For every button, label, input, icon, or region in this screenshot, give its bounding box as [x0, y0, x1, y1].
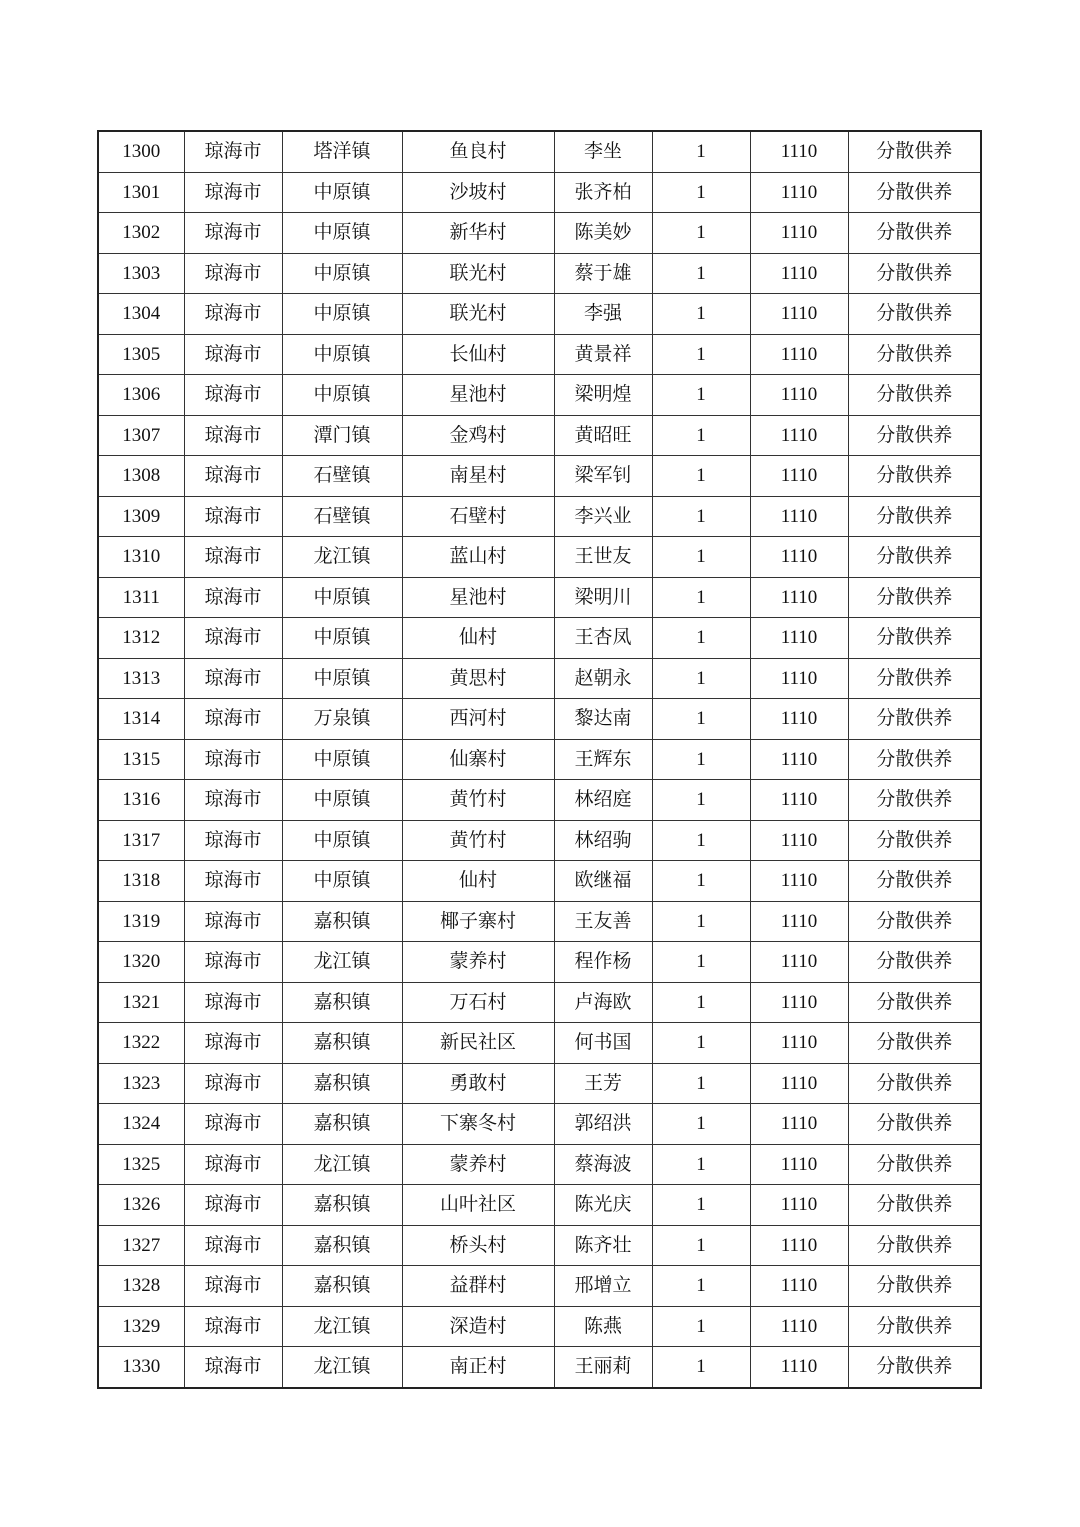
table-row [98, 658, 981, 699]
village-cell: 万石村 [402, 982, 554, 1023]
table-row [98, 496, 981, 537]
support-type-cell: 分散供养 [848, 618, 981, 659]
amount-cell: 1110 [750, 780, 848, 821]
support-type-cell: 分散供养 [848, 172, 981, 213]
amount-cell: 1110 [750, 942, 848, 983]
table-row [98, 982, 981, 1023]
name-cell: 王友善 [554, 901, 652, 942]
serial-number-cell: 1323 [98, 1063, 184, 1104]
town-cell: 中原镇 [282, 820, 402, 861]
city-cell: 琼海市 [184, 861, 282, 902]
name-cell: 王芳 [554, 1063, 652, 1104]
count-cell: 1 [652, 901, 750, 942]
village-cell: 黄竹村 [402, 820, 554, 861]
serial-number-cell: 1318 [98, 861, 184, 902]
table-row [98, 1063, 981, 1104]
amount-cell: 1110 [750, 577, 848, 618]
count-cell: 1 [652, 1144, 750, 1185]
name-cell: 李强 [554, 294, 652, 335]
town-cell: 中原镇 [282, 253, 402, 294]
table-row [98, 334, 981, 375]
serial-number-cell: 1309 [98, 496, 184, 537]
name-cell: 欧继福 [554, 861, 652, 902]
serial-number-cell: 1320 [98, 942, 184, 983]
name-cell: 王辉东 [554, 739, 652, 780]
serial-number-cell: 1313 [98, 658, 184, 699]
city-cell: 琼海市 [184, 901, 282, 942]
town-cell: 龙江镇 [282, 1144, 402, 1185]
support-type-cell: 分散供养 [848, 780, 981, 821]
city-cell: 琼海市 [184, 375, 282, 416]
town-cell: 中原镇 [282, 294, 402, 335]
village-cell: 新民社区 [402, 1023, 554, 1064]
support-type-cell: 分散供养 [848, 861, 981, 902]
count-cell: 1 [652, 1063, 750, 1104]
support-type-cell: 分散供养 [848, 537, 981, 578]
village-cell: 西河村 [402, 699, 554, 740]
town-cell: 龙江镇 [282, 537, 402, 578]
support-type-cell: 分散供养 [848, 1225, 981, 1266]
serial-number-cell: 1304 [98, 294, 184, 335]
serial-number-cell: 1316 [98, 780, 184, 821]
support-type-cell: 分散供养 [848, 1306, 981, 1347]
town-cell: 龙江镇 [282, 942, 402, 983]
count-cell: 1 [652, 942, 750, 983]
town-cell: 中原镇 [282, 739, 402, 780]
town-cell: 中原镇 [282, 618, 402, 659]
serial-number-cell: 1322 [98, 1023, 184, 1064]
amount-cell: 1110 [750, 1104, 848, 1145]
village-cell: 益群村 [402, 1266, 554, 1307]
support-type-cell: 分散供养 [848, 739, 981, 780]
city-cell: 琼海市 [184, 699, 282, 740]
city-cell: 琼海市 [184, 1063, 282, 1104]
town-cell: 塔洋镇 [282, 131, 402, 172]
name-cell: 陈光庆 [554, 1185, 652, 1226]
name-cell: 梁明川 [554, 577, 652, 618]
village-cell: 沙坡村 [402, 172, 554, 213]
count-cell: 1 [652, 577, 750, 618]
support-type-cell: 分散供养 [848, 375, 981, 416]
village-cell: 黄思村 [402, 658, 554, 699]
support-type-cell: 分散供养 [848, 496, 981, 537]
name-cell: 梁军钊 [554, 456, 652, 497]
city-cell: 琼海市 [184, 1347, 282, 1388]
city-cell: 琼海市 [184, 213, 282, 254]
town-cell: 嘉积镇 [282, 1063, 402, 1104]
count-cell: 1 [652, 496, 750, 537]
support-type-cell: 分散供养 [848, 131, 981, 172]
table-row [98, 861, 981, 902]
amount-cell: 1110 [750, 213, 848, 254]
serial-number-cell: 1329 [98, 1306, 184, 1347]
village-cell: 仙村 [402, 861, 554, 902]
serial-number-cell: 1315 [98, 739, 184, 780]
serial-number-cell: 1300 [98, 131, 184, 172]
town-cell: 石壁镇 [282, 456, 402, 497]
support-type-cell: 分散供养 [848, 658, 981, 699]
city-cell: 琼海市 [184, 415, 282, 456]
table-row [98, 577, 981, 618]
village-cell: 仙村 [402, 618, 554, 659]
village-cell: 长仙村 [402, 334, 554, 375]
name-cell: 梁明煌 [554, 375, 652, 416]
amount-cell: 1110 [750, 456, 848, 497]
amount-cell: 1110 [750, 1023, 848, 1064]
city-cell: 琼海市 [184, 1144, 282, 1185]
table-row [98, 456, 981, 497]
support-type-cell: 分散供养 [848, 456, 981, 497]
name-cell: 郭绍洪 [554, 1104, 652, 1145]
city-cell: 琼海市 [184, 496, 282, 537]
table-row [98, 942, 981, 983]
support-type-cell: 分散供养 [848, 1266, 981, 1307]
town-cell: 中原镇 [282, 658, 402, 699]
city-cell: 琼海市 [184, 1023, 282, 1064]
count-cell: 1 [652, 537, 750, 578]
count-cell: 1 [652, 172, 750, 213]
name-cell: 李兴业 [554, 496, 652, 537]
support-type-cell: 分散供养 [848, 699, 981, 740]
town-cell: 中原镇 [282, 213, 402, 254]
city-cell: 琼海市 [184, 982, 282, 1023]
amount-cell: 1110 [750, 901, 848, 942]
city-cell: 琼海市 [184, 739, 282, 780]
support-type-cell: 分散供养 [848, 1185, 981, 1226]
count-cell: 1 [652, 415, 750, 456]
table-row [98, 415, 981, 456]
support-type-cell: 分散供养 [848, 820, 981, 861]
name-cell: 黎达南 [554, 699, 652, 740]
amount-cell: 1110 [750, 172, 848, 213]
support-type-cell: 分散供养 [848, 334, 981, 375]
serial-number-cell: 1308 [98, 456, 184, 497]
serial-number-cell: 1317 [98, 820, 184, 861]
amount-cell: 1110 [750, 375, 848, 416]
name-cell: 蔡于雄 [554, 253, 652, 294]
town-cell: 嘉积镇 [282, 1225, 402, 1266]
city-cell: 琼海市 [184, 658, 282, 699]
count-cell: 1 [652, 294, 750, 335]
town-cell: 嘉积镇 [282, 982, 402, 1023]
amount-cell: 1110 [750, 253, 848, 294]
amount-cell: 1110 [750, 1063, 848, 1104]
serial-number-cell: 1328 [98, 1266, 184, 1307]
table-row [98, 1104, 981, 1145]
support-type-cell: 分散供养 [848, 415, 981, 456]
town-cell: 中原镇 [282, 861, 402, 902]
city-cell: 琼海市 [184, 618, 282, 659]
table-row [98, 1266, 981, 1307]
count-cell: 1 [652, 375, 750, 416]
village-cell: 山叶社区 [402, 1185, 554, 1226]
serial-number-cell: 1305 [98, 334, 184, 375]
name-cell: 程作杨 [554, 942, 652, 983]
count-cell: 1 [652, 1266, 750, 1307]
city-cell: 琼海市 [184, 780, 282, 821]
count-cell: 1 [652, 213, 750, 254]
table-body [98, 131, 981, 1388]
town-cell: 嘉积镇 [282, 1104, 402, 1145]
village-cell: 黄竹村 [402, 780, 554, 821]
name-cell: 陈美妙 [554, 213, 652, 254]
amount-cell: 1110 [750, 1266, 848, 1307]
count-cell: 1 [652, 1306, 750, 1347]
village-cell: 新华村 [402, 213, 554, 254]
town-cell: 嘉积镇 [282, 1185, 402, 1226]
town-cell: 中原镇 [282, 375, 402, 416]
amount-cell: 1110 [750, 496, 848, 537]
town-cell: 石壁镇 [282, 496, 402, 537]
count-cell: 1 [652, 456, 750, 497]
serial-number-cell: 1330 [98, 1347, 184, 1388]
village-cell: 南星村 [402, 456, 554, 497]
serial-number-cell: 1306 [98, 375, 184, 416]
serial-number-cell: 1307 [98, 415, 184, 456]
serial-number-cell: 1301 [98, 172, 184, 213]
serial-number-cell: 1325 [98, 1144, 184, 1185]
town-cell: 万泉镇 [282, 699, 402, 740]
name-cell: 王杏凤 [554, 618, 652, 659]
town-cell: 嘉积镇 [282, 1023, 402, 1064]
village-cell: 蓝山村 [402, 537, 554, 578]
count-cell: 1 [652, 1347, 750, 1388]
city-cell: 琼海市 [184, 131, 282, 172]
amount-cell: 1110 [750, 861, 848, 902]
count-cell: 1 [652, 780, 750, 821]
town-cell: 龙江镇 [282, 1347, 402, 1388]
count-cell: 1 [652, 739, 750, 780]
count-cell: 1 [652, 334, 750, 375]
city-cell: 琼海市 [184, 942, 282, 983]
table-row [98, 172, 981, 213]
name-cell: 黄景祥 [554, 334, 652, 375]
town-cell: 龙江镇 [282, 1306, 402, 1347]
amount-cell: 1110 [750, 1347, 848, 1388]
support-type-cell: 分散供养 [848, 1063, 981, 1104]
city-cell: 琼海市 [184, 294, 282, 335]
village-cell: 深造村 [402, 1306, 554, 1347]
town-cell: 中原镇 [282, 577, 402, 618]
table-row [98, 739, 981, 780]
name-cell: 邢增立 [554, 1266, 652, 1307]
amount-cell: 1110 [750, 982, 848, 1023]
name-cell: 何书国 [554, 1023, 652, 1064]
table-row [98, 699, 981, 740]
city-cell: 琼海市 [184, 1225, 282, 1266]
table-row [98, 618, 981, 659]
village-cell: 桥头村 [402, 1225, 554, 1266]
town-cell: 嘉积镇 [282, 1266, 402, 1307]
name-cell: 卢海欧 [554, 982, 652, 1023]
city-cell: 琼海市 [184, 1266, 282, 1307]
amount-cell: 1110 [750, 294, 848, 335]
count-cell: 1 [652, 1225, 750, 1266]
serial-number-cell: 1324 [98, 1104, 184, 1145]
city-cell: 琼海市 [184, 820, 282, 861]
village-cell: 椰子寨村 [402, 901, 554, 942]
city-cell: 琼海市 [184, 1185, 282, 1226]
town-cell: 中原镇 [282, 172, 402, 213]
town-cell: 中原镇 [282, 780, 402, 821]
city-cell: 琼海市 [184, 253, 282, 294]
serial-number-cell: 1321 [98, 982, 184, 1023]
table-row [98, 1185, 981, 1226]
count-cell: 1 [652, 699, 750, 740]
name-cell: 王丽莉 [554, 1347, 652, 1388]
city-cell: 琼海市 [184, 577, 282, 618]
amount-cell: 1110 [750, 1185, 848, 1226]
table-row [98, 294, 981, 335]
amount-cell: 1110 [750, 658, 848, 699]
village-cell: 仙寨村 [402, 739, 554, 780]
serial-number-cell: 1327 [98, 1225, 184, 1266]
support-type-cell: 分散供养 [848, 253, 981, 294]
amount-cell: 1110 [750, 1144, 848, 1185]
serial-number-cell: 1311 [98, 577, 184, 618]
name-cell: 林绍庭 [554, 780, 652, 821]
city-cell: 琼海市 [184, 1306, 282, 1347]
table-row [98, 213, 981, 254]
serial-number-cell: 1302 [98, 213, 184, 254]
count-cell: 1 [652, 1023, 750, 1064]
count-cell: 1 [652, 1104, 750, 1145]
serial-number-cell: 1326 [98, 1185, 184, 1226]
support-type-cell: 分散供养 [848, 982, 981, 1023]
amount-cell: 1110 [750, 820, 848, 861]
name-cell: 蔡海波 [554, 1144, 652, 1185]
name-cell: 陈齐壮 [554, 1225, 652, 1266]
name-cell: 李坐 [554, 131, 652, 172]
count-cell: 1 [652, 658, 750, 699]
count-cell: 1 [652, 820, 750, 861]
support-type-cell: 分散供养 [848, 1104, 981, 1145]
amount-cell: 1110 [750, 1225, 848, 1266]
count-cell: 1 [652, 1185, 750, 1226]
village-cell: 星池村 [402, 577, 554, 618]
town-cell: 中原镇 [282, 334, 402, 375]
serial-number-cell: 1312 [98, 618, 184, 659]
village-cell: 勇敢村 [402, 1063, 554, 1104]
amount-cell: 1110 [750, 131, 848, 172]
table-row [98, 1023, 981, 1064]
village-cell: 石壁村 [402, 496, 554, 537]
table-row [98, 780, 981, 821]
name-cell: 林绍驹 [554, 820, 652, 861]
serial-number-cell: 1303 [98, 253, 184, 294]
name-cell: 陈燕 [554, 1306, 652, 1347]
village-cell: 星池村 [402, 375, 554, 416]
support-type-cell: 分散供养 [848, 1347, 981, 1388]
serial-number-cell: 1310 [98, 537, 184, 578]
support-type-cell: 分散供养 [848, 901, 981, 942]
table-row [98, 537, 981, 578]
amount-cell: 1110 [750, 618, 848, 659]
count-cell: 1 [652, 618, 750, 659]
village-cell: 蒙养村 [402, 1144, 554, 1185]
village-cell: 下寨冬村 [402, 1104, 554, 1145]
amount-cell: 1110 [750, 699, 848, 740]
village-cell: 蒙养村 [402, 942, 554, 983]
name-cell: 黄昭旺 [554, 415, 652, 456]
support-type-cell: 分散供养 [848, 1023, 981, 1064]
village-cell: 金鸡村 [402, 415, 554, 456]
table-row [98, 1306, 981, 1347]
amount-cell: 1110 [750, 1306, 848, 1347]
amount-cell: 1110 [750, 739, 848, 780]
amount-cell: 1110 [750, 415, 848, 456]
city-cell: 琼海市 [184, 172, 282, 213]
table-row [98, 1225, 981, 1266]
amount-cell: 1110 [750, 334, 848, 375]
town-cell: 潭门镇 [282, 415, 402, 456]
support-type-cell: 分散供养 [848, 1144, 981, 1185]
city-cell: 琼海市 [184, 1104, 282, 1145]
table-row [98, 1347, 981, 1388]
amount-cell: 1110 [750, 537, 848, 578]
name-cell: 张齐柏 [554, 172, 652, 213]
count-cell: 1 [652, 982, 750, 1023]
table-row [98, 253, 981, 294]
village-cell: 联光村 [402, 294, 554, 335]
village-cell: 鱼良村 [402, 131, 554, 172]
support-type-cell: 分散供养 [848, 577, 981, 618]
city-cell: 琼海市 [184, 334, 282, 375]
support-type-cell: 分散供养 [848, 942, 981, 983]
table-row [98, 131, 981, 172]
name-cell: 王世友 [554, 537, 652, 578]
count-cell: 1 [652, 253, 750, 294]
support-type-cell: 分散供养 [848, 294, 981, 335]
village-cell: 联光村 [402, 253, 554, 294]
count-cell: 1 [652, 131, 750, 172]
town-cell: 嘉积镇 [282, 901, 402, 942]
count-cell: 1 [652, 861, 750, 902]
serial-number-cell: 1314 [98, 699, 184, 740]
village-cell: 南正村 [402, 1347, 554, 1388]
beneficiary-table [97, 130, 982, 1389]
table-row [98, 820, 981, 861]
serial-number-cell: 1319 [98, 901, 184, 942]
city-cell: 琼海市 [184, 456, 282, 497]
table-row [98, 901, 981, 942]
support-type-cell: 分散供养 [848, 213, 981, 254]
table-row [98, 375, 981, 416]
city-cell: 琼海市 [184, 537, 282, 578]
name-cell: 赵朝永 [554, 658, 652, 699]
table-row [98, 1144, 981, 1185]
